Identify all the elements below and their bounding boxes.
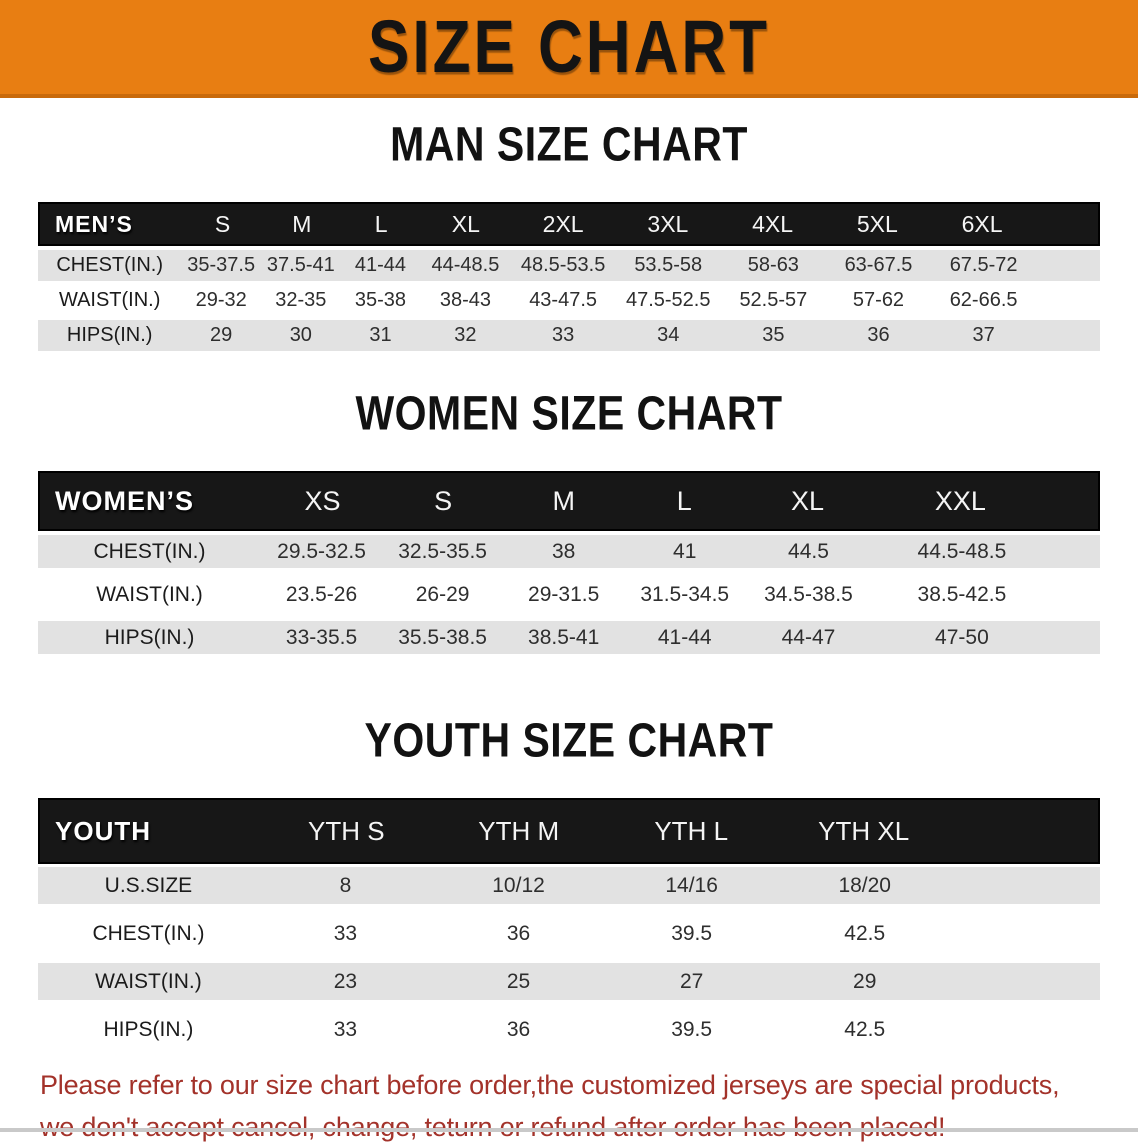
cell: 23.5-26 [285, 582, 358, 606]
col-header: XXL [934, 485, 986, 516]
col-header: YTH M [478, 815, 560, 846]
col-header: 6XL [961, 210, 1003, 237]
col-header: L [374, 210, 388, 237]
row-label: WAIST(IN.) [58, 289, 161, 312]
cell: 26-29 [415, 582, 470, 606]
row-label: WAIST(IN.) [95, 969, 202, 993]
youth-size-table [38, 798, 1100, 1048]
cell: 32 [454, 324, 477, 347]
row-label: CHEST(IN.) [56, 254, 164, 277]
col-header: 5XL [856, 210, 898, 237]
cell: 44.5-48.5 [917, 539, 1007, 563]
cell: 39.5 [671, 1017, 713, 1041]
women-table-header [38, 471, 1100, 531]
col-header: YTH L [654, 815, 729, 846]
cell: 47-50 [935, 625, 989, 649]
cell: 35-37.5 [187, 254, 256, 277]
youth-chest-row [38, 915, 1100, 952]
cell: 33 [333, 1017, 358, 1041]
cell: 10/12 [492, 873, 545, 897]
col-header: S [214, 210, 231, 237]
cell: 67.5-72 [949, 254, 1018, 277]
disclaimer [40, 1064, 1102, 1148]
image-bottom-edge [0, 1128, 1138, 1132]
col-header: M [552, 485, 575, 516]
cell: 58-63 [747, 254, 799, 277]
row-label: WAIST(IN.) [96, 582, 203, 606]
cell: 27 [679, 969, 704, 993]
cell: 33-35.5 [285, 625, 358, 649]
cell: 31 [369, 324, 392, 347]
cell: 37.5-41 [266, 254, 335, 277]
page-title: SIZE CHART [368, 5, 770, 89]
women-section-heading: WOMEN SIZE CHART [355, 385, 783, 441]
col-header: 2XL [542, 210, 584, 237]
col-header: XL [791, 485, 825, 516]
cell: 42.5 [844, 921, 886, 945]
cell: 18/20 [838, 873, 891, 897]
youth-ussize-row [38, 867, 1100, 904]
youth-table-header [38, 798, 1100, 864]
men-size-table [38, 202, 1100, 351]
cell: 42.5 [844, 1017, 886, 1041]
youth-waist-row [38, 963, 1100, 1000]
cell: 38.5-41 [528, 625, 600, 649]
cell: 53.5-58 [634, 254, 703, 277]
men-table-header [38, 202, 1100, 246]
col-header: 4XL [752, 210, 794, 237]
women-size-table [38, 471, 1100, 654]
cell: 35.5-38.5 [398, 625, 487, 649]
col-header: M [292, 210, 312, 237]
cell: 8 [339, 873, 352, 897]
cell: 63-67.5 [844, 254, 913, 277]
cell: 38 [551, 539, 576, 563]
cell: 35-38 [354, 289, 407, 312]
men-section-heading: MAN SIZE CHART [390, 116, 748, 172]
col-header: S [434, 485, 453, 516]
cell: 38.5-42.5 [917, 582, 1007, 606]
cell: 41-44 [354, 254, 407, 277]
cell: 31.5-34.5 [640, 582, 730, 606]
col-header: YTH S [308, 815, 385, 846]
cell: 35 [762, 324, 785, 347]
women-waist-row [38, 578, 1100, 611]
cell: 30 [289, 324, 312, 347]
cell: 38-43 [439, 289, 491, 312]
cell: 33 [333, 921, 358, 945]
cell: 32-35 [275, 289, 327, 312]
men-chest-row [38, 250, 1100, 281]
cell: 44-48.5 [431, 254, 500, 277]
cell: 44.5 [788, 539, 829, 563]
col-header: XS [304, 485, 341, 516]
women-chest-row [38, 535, 1100, 568]
youth-hips-row [38, 1011, 1100, 1048]
row-label: HIPS(IN.) [104, 625, 195, 649]
banner [0, 0, 1138, 98]
cell: 62-66.5 [949, 289, 1018, 312]
cell: 52.5-57 [739, 289, 808, 312]
cell: 23 [333, 969, 358, 993]
cell: 33 [551, 324, 575, 347]
row-label: HIPS(IN.) [103, 1017, 194, 1041]
cell: 29.5-32.5 [277, 539, 366, 563]
cell: 25 [506, 969, 531, 993]
cell: 44-47 [781, 625, 836, 649]
women-header-label: WOMEN’S [55, 485, 194, 516]
col-header: L [676, 485, 692, 516]
women-hips-row [38, 621, 1100, 654]
cell: 36 [506, 1017, 531, 1041]
row-label: U.S.SIZE [104, 873, 193, 897]
cell: 34.5-38.5 [764, 582, 853, 606]
cell: 14/16 [665, 873, 718, 897]
cell: 57-62 [852, 289, 905, 312]
cell: 29 [210, 324, 233, 347]
cell: 39.5 [671, 921, 713, 945]
cell: 32.5-35.5 [398, 539, 487, 563]
row-label: CHEST(IN.) [93, 539, 206, 563]
cell: 41 [673, 539, 697, 563]
youth-header-label: YOUTH [55, 815, 151, 846]
row-label: CHEST(IN.) [92, 921, 205, 945]
youth-section-heading: YOUTH SIZE CHART [364, 712, 774, 768]
men-hips-row [38, 320, 1100, 351]
cell: 34 [657, 324, 680, 347]
cell: 37 [972, 324, 995, 347]
col-header: XL [451, 210, 480, 237]
col-header: YTH XL [818, 815, 910, 846]
cell: 36 [506, 921, 531, 945]
cell: 29-31.5 [528, 582, 600, 606]
disclaimer-line-1: Please refer to our size chart before order,the customized jerseys are special products, [40, 1070, 1060, 1101]
cell: 41-44 [657, 625, 712, 649]
cell: 43-47.5 [529, 289, 598, 312]
men-header-label: MEN’S [55, 210, 133, 237]
cell: 29-32 [195, 289, 247, 312]
cell: 36 [867, 324, 890, 347]
cell: 29 [853, 969, 877, 993]
col-header: 3XL [647, 210, 689, 237]
row-label: HIPS(IN.) [66, 324, 153, 347]
cell: 47.5-52.5 [625, 289, 711, 312]
cell: 48.5-53.5 [520, 254, 606, 277]
men-waist-row [38, 285, 1100, 316]
